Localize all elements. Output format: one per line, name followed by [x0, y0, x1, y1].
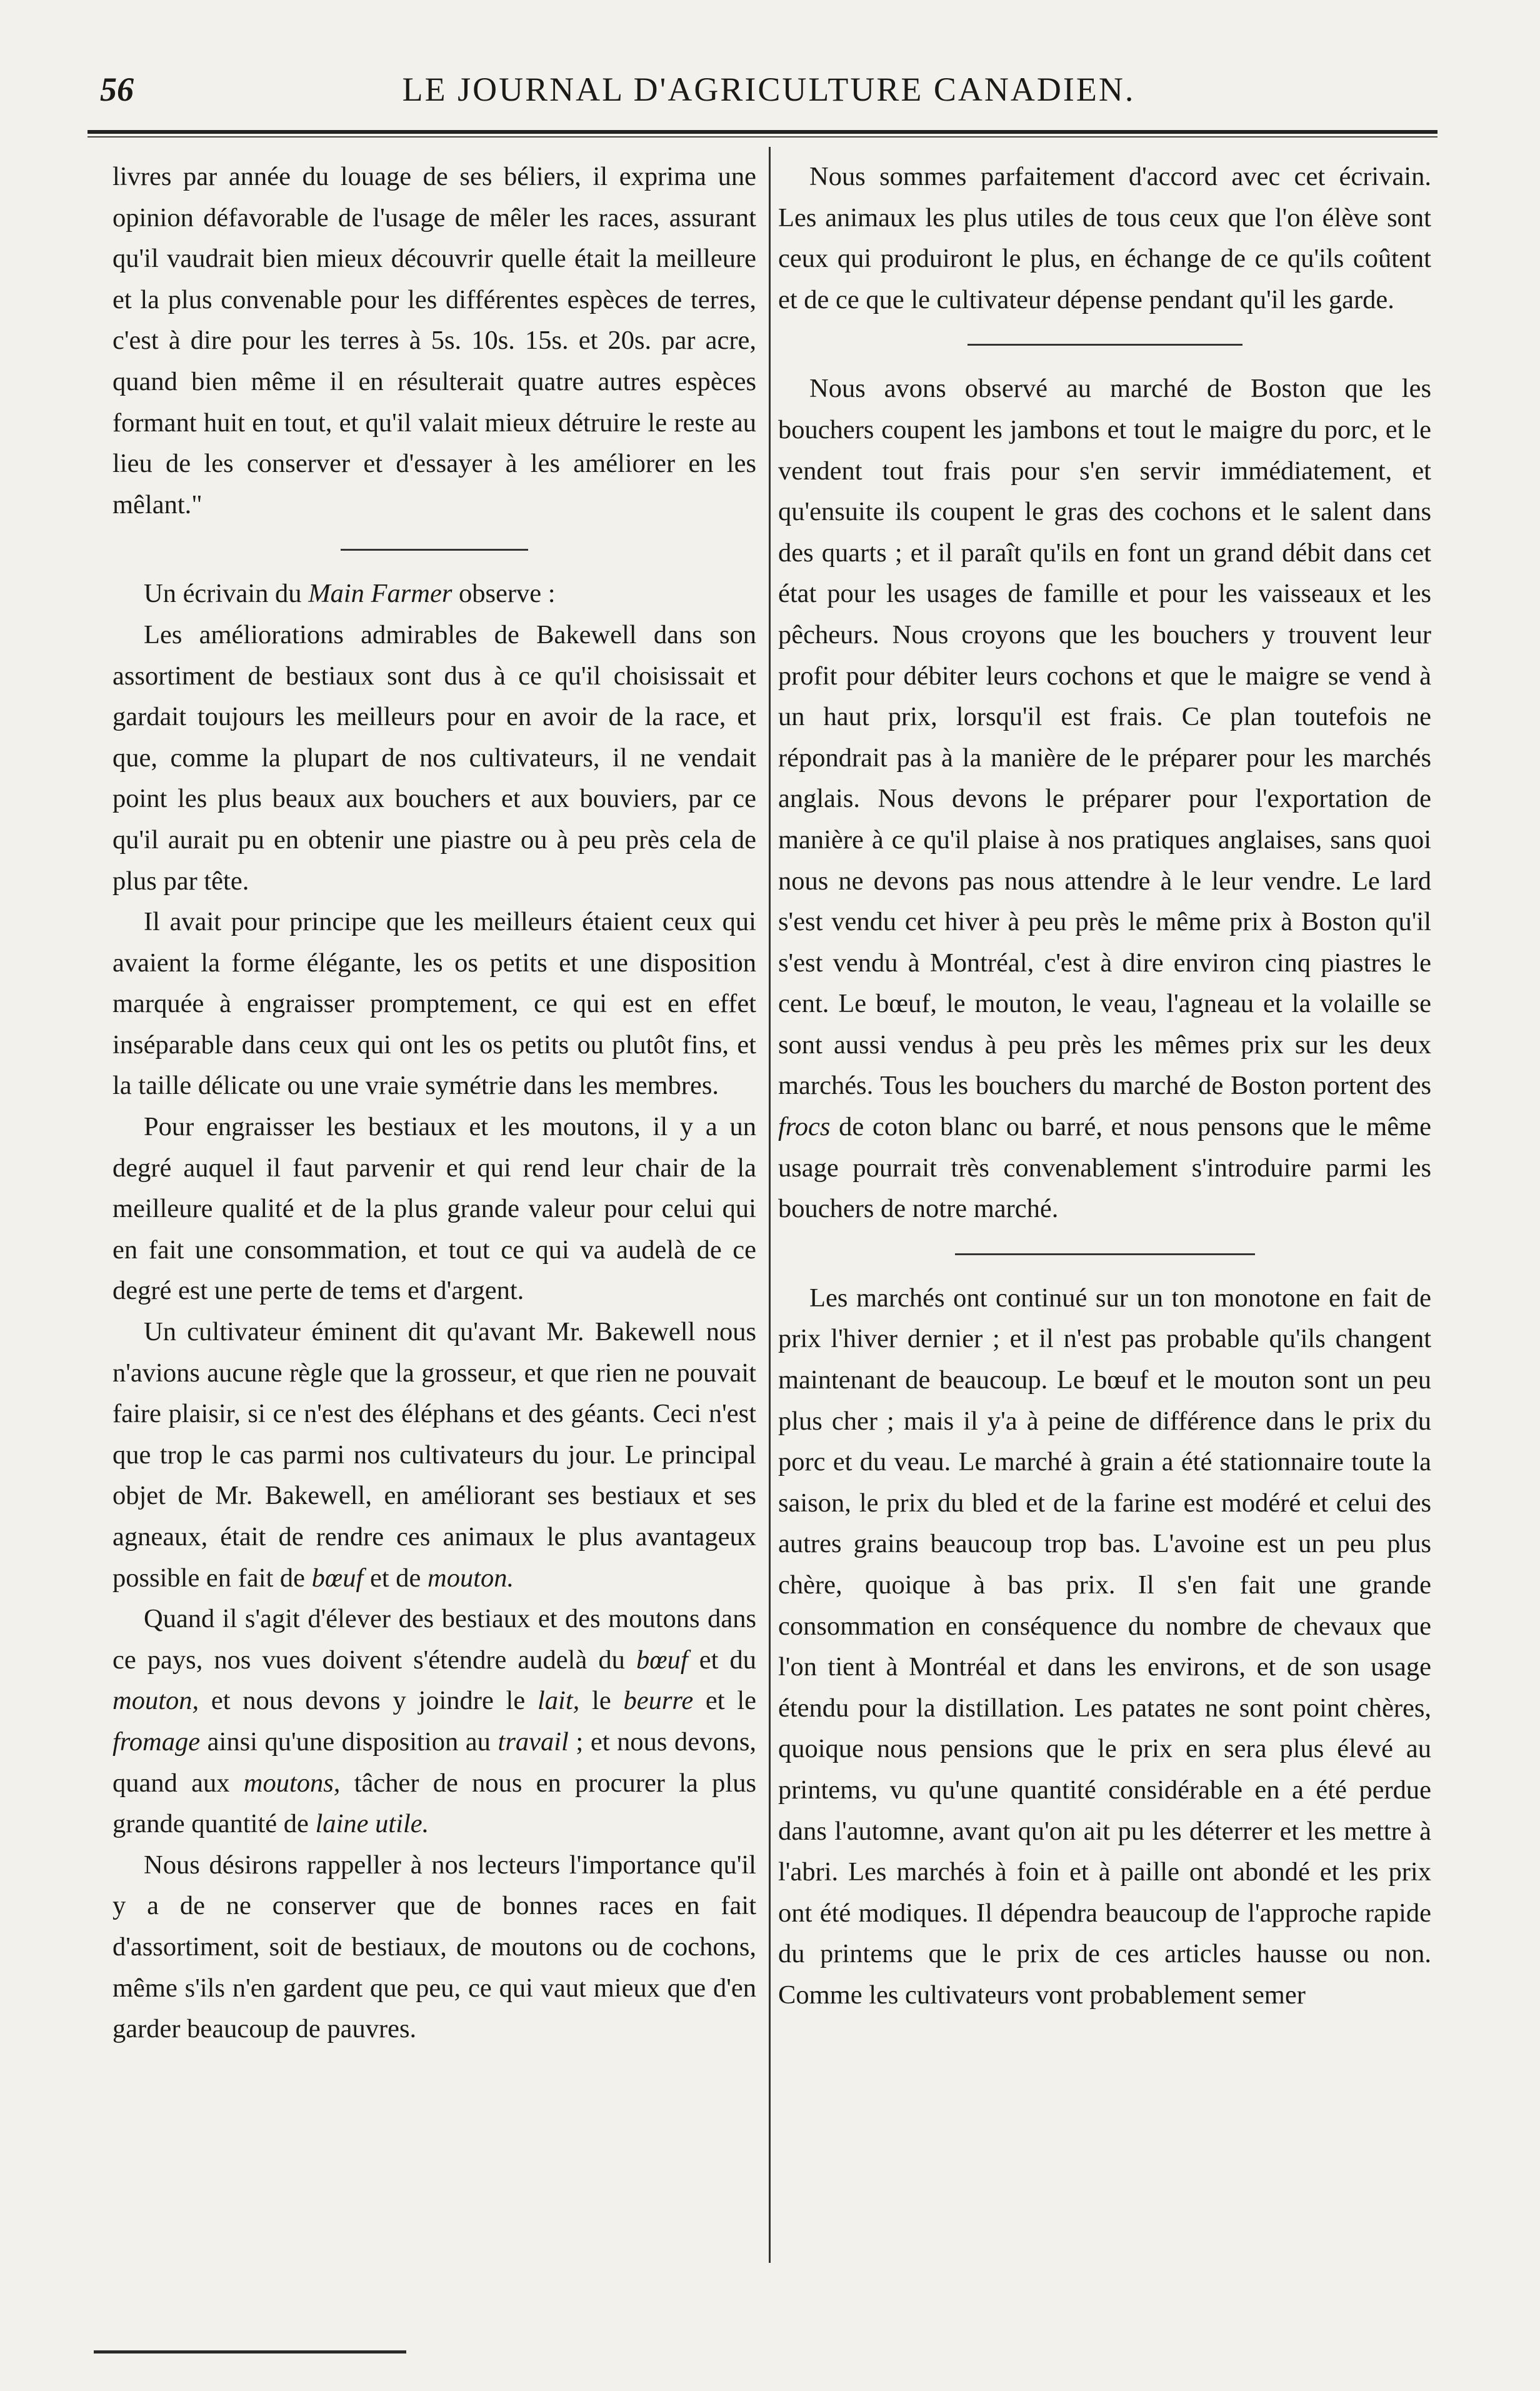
paragraph: Nous désirons rappeller à nos lecteurs l'importance qu'il y a de ne conserver que de bonnes races en fait d'assortiment, soit de bestiaux, de moutons ou de cochons, même s'ils n'en gardent que peu, ce qui vaut mieux que d'en garder beaucoup de pauvres. — [112, 1850, 756, 2044]
paragraph: livres par année du louage de ses béliers, il exprima une opinion défavorable de l'usage de mêler les races, assurant qu'il vaudrait bien mieux découvrir quelle était la meilleure et la plus convenable pour les différentes espèces de terres, c'est à dire pour les terres à 5s. 10s. 15s. et 20s. par acre, quand bien même il en résulterait quatre autres espèces formant huit en tout, et qu'il valait mieux détruire le reste au lieu de les conserver et d'essayer à les améliorer en les mêlant." — [112, 162, 756, 519]
paragraph: Nous sommes parfaitement d'accord avec cet écrivain. Les animaux les plus utiles de tous ceux que l'on élève sont ceux qui produiront le plus, en échange de ce qu'ils coûtent et de ce que le cultivateur dépense pendant qu'il les garde. — [778, 162, 1431, 314]
section-separator — [968, 344, 1242, 346]
page-number: 56 — [100, 71, 134, 108]
running-title: LE JOURNAL D'AGRICULTURE CANADIEN. — [402, 71, 1136, 108]
left-column — [112, 156, 756, 2050]
paragraph: Pour engraisser les bestiaux et les moutons, il y a un degré auquel il faut parvenir et qui rend leur chair de la meilleure qualité et de la plus grande valeur pour celui qui en fait une consommation, et tout ce qui va audelà de ce degré est une perte de tems et d'argent. — [112, 1112, 756, 1306]
footer-rule — [94, 2350, 406, 2353]
column-divider — [769, 147, 771, 2263]
section-separator — [955, 1253, 1255, 1255]
paragraph: Nous avons observé au marché de Boston que les bouchers coupent les jambons et tout le maigre du porc, et le vendent tout frais pour s'en servir immédiatement, et qu'ensuite ils coupent le gras des cochons et le salent dans des quarts ; et il paraît qu'ils en font un grand débit dans cet état pour les usages de famille et pour les vaisseaux et les pêcheurs. Nous croyons que les bouchers y trouvent leur profit pour débiter leurs cochons et que le maigre se vend à un haut prix, lorsqu'il est frais. Ce plan toutefois ne répondrait pas à la manière de le préparer pour les marchés anglais. Nous devons le préparer pour l'exportation de manière à ce qu'il plaise à nos pratiques anglaises, sans quoi nous ne devons pas nous attendre à le leur vendre. Le lard s'est vendu cet hiver à peu près le même prix à Boston qu'il s'est vendu à Montréal, c'est à dire environ cinq piastres le cent. Le bœuf, le mouton, le veau, l'agneau et la volaille se sont aussi vendus à peu près les mêmes prix sur les deux marchés. Tous les bouchers du marché de Boston portent des frocs de coton blanc ou barré, et nous pensons que le même usage pourrait très convenablement s'introduire parmi les bouchers de notre marché. — [778, 374, 1431, 1224]
paragraph: Les marchés ont continué sur un ton monotone en fait de prix l'hiver dernier ; et il n'est pas probable qu'ils changent maintenant de beaucoup. Le bœuf et le mouton sont un peu plus cher ; mais il y'a à peine de différence dans le prix du porc et du veau. Le marché à grain a été stationnaire toute la saison, le prix du bled et de la farine est modéré et celui des autres grains beaucoup trop bas. L'avoine est un peu plus chère, quoique à bas prix. Il s'en fait une grande consommation en conséquence du nombre de chevaux que l'on tient à Montréal et dans les environs, et de son usage étendu pour la distillation. Les patates ne sont point chères, quoique nous pensions que le prix en sera plus élevé au printems, vu qu'une quantité considérable en a été perdue dans l'automne, avant qu'on ait pu les déterrer et les mettre à l'abri. Les marchés à foin et à paille ont abondé et les prix ont été modiques. Il dépendra beaucoup de l'approche rapide du printems que le prix de ces articles hausse ou non. Comme les cultivateurs vont probablement semer — [778, 1283, 1431, 2010]
paragraph: Un écrivain du Main Farmer observe : — [144, 579, 556, 609]
paragraph: Les améliorations admirables de Bakewell dans son assortiment de bestiaux sont dus à ce qu'il choisissait et gardait toujours les meilleurs pour en avoir de la race, et que, comme la plupart de nos cultivateurs, il ne vendait point les plus beaux aux bouchers et aux bouviers, par ce qu'il aurait pu en obtenir une piastre ou à peu près cela de plus par tête. — [112, 619, 756, 896]
paragraph: Il avait pour principe que les meilleurs étaient ceux qui avaient la forme élégante, les os petits et une disposition marquée à engraisser promptement, ce qui est en effet inséparable dans ceux qui ont les os petits ou plutôt fins, et la taille délicate ou une vraie symétrie dans les membres. — [112, 907, 756, 1101]
page-header — [81, 63, 1450, 119]
section-separator — [341, 549, 528, 551]
right-column — [778, 156, 1431, 2016]
header-rule-thin — [88, 136, 1438, 138]
paragraph: Un cultivateur éminent dit qu'avant Mr. Bakewell nous n'avions aucune règle que la grosseur, et que rien ne pouvait faire plaisir, si ce n'est des éléphans et des géants. Ceci n'est que trop le cas parmi nos cultivateurs du jour. Le principal objet de Mr. Bakewell, en améliorant ses bestiaux et ses agneaux, était de rendre ces animaux le plus avantageux possible en fait de bœuf et de mouton. — [112, 1317, 756, 1593]
header-rule — [88, 130, 1438, 134]
paragraph: Quand il s'agit d'élever des bestiaux et des moutons dans ce pays, nos vues doivent s'étendre audelà du bœuf et du mouton, et nous devons y joindre le lait, le beurre et le fromage ainsi qu'une disposition au travail ; et nous devons, quand aux moutons, tâcher de nous en procurer la plus grande quantité de laine utile. — [112, 1604, 757, 1839]
publication-name: Main Farmer — [308, 579, 452, 609]
